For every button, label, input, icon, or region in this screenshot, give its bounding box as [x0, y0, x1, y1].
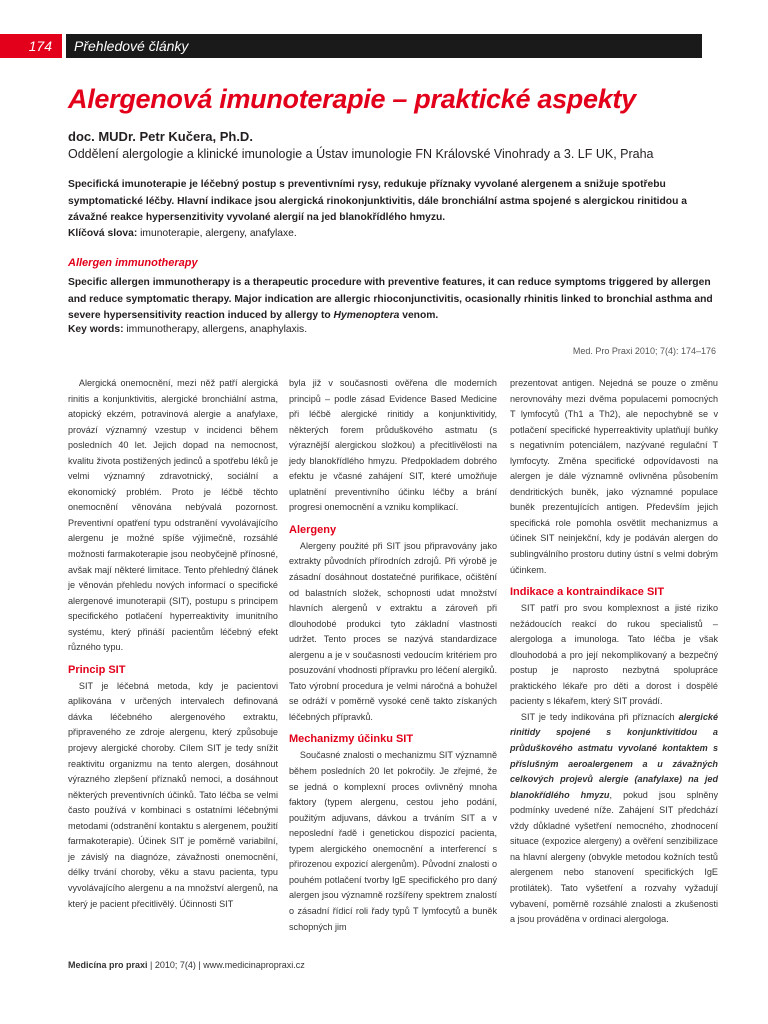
footer-journal: Medicína pro praxi — [68, 960, 148, 970]
indikace2-end: , pokud jsou splněny podmínky uvedené níže. Zahájení SIT předchází vždy důkladné vyšetření nemocného, zhodnocení situace (expozice alergeny) a ověření senzibilizace na hlavní alergeny (obvykle metodou kožních testů alergenem nebo stanovení specifických IgE protilátek). Tato vyšetření a rozvahy vyžadují vybavení, poměrně rozsáhlé znalosti a zkušenosti a jsou prováděna v ordinaci alergologa. — [510, 789, 718, 925]
indikace2-emphasis: alergické rinitidy spojené s konjunktivitidou a průduškového astmatu vyvolané kontaktem s příslušným aeroalergenem a u závažných celkových projevů alergie (anafylaxe) na jed blanokřídlého hmyzu — [510, 711, 718, 800]
keywords-en — [68, 324, 307, 335]
mechanizmy-paragraph: Současné znalosti o mechanizmu SIT významně během posledních 20 let pokročily. Je zřejmé, že se jedná o komplexní proces ovlivněný mnoha faktory (typem alergenu, cestou jeho podání, použitým adjuvans, dávkou a trváním SIT a v neposlední řadě i genetickou dispozicí pacienta, typem alergického onemocnění a interferencí s přirozenou expozicí alergenům). Původní znalosti o pouhém potlačení tvorby IgE specifického pro daný alergen jsou významně rozšířeny spektrem znalostí o zásadní řídicí roli řady typů T lymfocytů a buněk schopných jim — [289, 750, 497, 932]
page-number: 174 — [0, 34, 62, 58]
keywords-cz — [68, 226, 297, 242]
footer-sep-2: | — [195, 960, 204, 970]
abstract-en-italic: Hymenoptera — [333, 310, 400, 321]
heading-alergeny: Alergeny — [289, 523, 337, 536]
article-title: Alergenová imunoterapie – praktické aspekty — [68, 84, 636, 114]
indikace-paragraph-2 — [510, 710, 718, 928]
princip-paragraph: SIT je léčebná metoda, kdy je pacientovi aplikována v určených intervalech definovaná dávka léčebného alergenového extraktu, připraveného ze zdroje alergenu, který způsobuje projevy alergické choroby. Cílem SIT je tedy snížit reaktivitu organizmu na tento alergen, dosáhnout výrazného zlepšení příznaků nemoci, a dosáhnout některých preventivních účinků. Tato léčba se velmi často používá v kombinaci s ostatními léčebnými metodami (odstranění kontaktu s alergenem, použití farmakoterapie). Účinek SIT je poměrně variabilní, je závislý na diagnóze, závažnosti onemocnění, délky trvání choroby, věku a stavu pacienta, typu vyvolávajícího alergenu a na množství alergenů, na který je pacient přecitlivělý. Účinnosti SIT — [68, 680, 278, 909]
section-label: Přehledové články — [66, 34, 702, 58]
abstract-en-part2: venom. — [399, 310, 439, 321]
footer — [68, 960, 305, 970]
col2-continuation: byla již v současnosti ověřena dle moderních principů – podle zásad Evidence Based Medicine při léčbě alergické rinitidy a konjunktivitidy, některých forem průduškového astmatu (s výraznější alergickou složkou) a přecitlivělosti na jedy blanokřídlého hmyzu. Předpokladem dobrého efektu je včasné zahájení SIT, které umožňuje uplatnění preventivního účinku léčby a brání progresi onemocnění a vzniku komplikací. — [289, 378, 497, 513]
column-3 — [510, 376, 718, 928]
abstract-cz: Specifická imunoterapie je léčebný postup s preventivními rysy, redukuje příznaky vyvolané alergenem a snižuje spotřebu symptomatické léčby. Hlavní indikace jsou alergická rinokonjunktivitis, dále bronchiální astma spojené s alergickou rinitidou a závažné reakce hypersenzitivity vyvolané alergií na jed blanokřídlého hmyzu. — [68, 179, 687, 223]
intro-paragraph: Alergická onemocnění, mezi něž patří alergická rinitis a konjunktivitis, alergické bronchiální astma, atopický ekzém, potravinová alergie a anafylaxe, provází významný vzestup v incidenci během posledních 40 let. Jejich dopad na nemocnost, kvalitu života postižených jedinců a spotřebu léků je velmi významný zdravotnický, sociální a ekonomický problém. Proto je léčbě těchto onemocnění věnována nebývalá pozornost. Preventivní opatření typu odstranění vyvolávajícího alergenu je možné spíše výjimečně, rozsáhlé možnosti farmakoterapie jsou neobyčejně přínosné, avšak mají některé limitace. Tento přehledný článek je věnován přehledu nových informací o specifické alergenové imunoterapii (SIT), postupu s principem specifického potlačení hyperreaktivity imunitního systému, který přináší pacientům léčebný efekt různého typu. — [68, 378, 278, 653]
citation: Med. Pro Praxi 2010; 7(4): 174–176 — [572, 346, 716, 356]
indikace2-start: SIT je tedy indikována při příznacích — [520, 711, 679, 722]
keywords-cz-label: Klíčová slova: — [68, 228, 138, 239]
footer-sep-1: | — [147, 960, 155, 970]
indikace-paragraph-1: SIT patří pro svou komplexnost a jisté riziko nežádoucích reakcí do rukou specialistů – alergologa a imunologa. Tato léčba je však dlouhodobá a pro její nekomplikovaný a bezpečný postup je naprosto nezbytná spolupráce praktického lékaře pro děti a dorost i dospělé pacienty s lékařem, který SIT provádí. — [510, 603, 718, 707]
heading-mechanizmy: Mechanizmy účinku SIT — [289, 733, 414, 746]
english-title: Allergen immunotherapy — [68, 257, 198, 269]
keywords-cz-text: imunoterapie, alergeny, anafylaxe. — [137, 228, 297, 239]
running-header — [0, 34, 768, 58]
column-2 — [289, 376, 497, 935]
alergeny-paragraph: Alergeny použité při SIT jsou připravovány jako extrakty původních přírodních zdrojů. Při výrobě je zásadní dosáhnout dostatečné purifikace, očištění od balastních složek, schopnosti udat množství hlavních alergenů v extraktu a zároveň při dlouhodobé produkci tyto základní vlastnosti udržet. Tento proces se nazývá standardizace alergenu a je v současnosti vedoucím kritériem pro posuzování vhodnosti přípravku pro léčení alergiků. Tato výrobní procedura je velmi náročná a bohužel se odráží v poměrně vysoké ceně takto získaných léčebných přípravků. — [289, 540, 497, 722]
heading-princip: Princip SIT — [68, 663, 126, 676]
heading-indikace: Indikace a kontraindikace SIT — [510, 586, 665, 599]
footer-issue: 2010; 7(4) — [154, 960, 196, 970]
column-1 — [68, 376, 278, 912]
abstract-en — [68, 275, 718, 325]
col3-continuation: prezentovat antigen. Nejedná se pouze o změnu nerovnováhy mezi dvěma populacemi pomocných T lymfocytů (Th1 a Th2), ale nepochybně se v potlačení specifické hyperreaktivity uplatňují buňky s negativním potenciálem, nazývané regulační T lymfocyty. Změna specifické odpovídavosti na alergen je dále významně ovlivněna působením dendritických buněk, jako významné populace buněk prezentujících antigen. Především jejich specifická role pomohla osvětlit mechanizmus a účinek SIT neinjekční, kdy je podáván alergen do sublingválního prostoru dutiny ústní s velmi dobrým účinkem. — [510, 378, 718, 575]
footer-url-link[interactable]: www.medicinapropraxi.cz — [203, 960, 305, 970]
author: doc. MUDr. Petr Kučera, Ph.D. — [68, 129, 253, 144]
keywords-en-label: Key words: — [68, 324, 124, 335]
affiliation: Oddělení alergologie a klinické imunologie a Ústav imunologie FN Královské Vinohrady a 3. LF UK, Praha — [68, 147, 654, 161]
keywords-en-text: immunotherapy, allergens, anaphylaxis. — [123, 324, 308, 335]
abstract-en-part1: Specific allergen immunotherapy is a therapeutic procedure with preventive features, it can reduce symptoms triggered by allergen and reduce symptomatic therapy. Major indication are allergic rhioconjunctivitis, ocasionally rhinitis linked to bronchial asthma and severe hypersensitivity reaction induced by allergy to — [68, 277, 713, 321]
